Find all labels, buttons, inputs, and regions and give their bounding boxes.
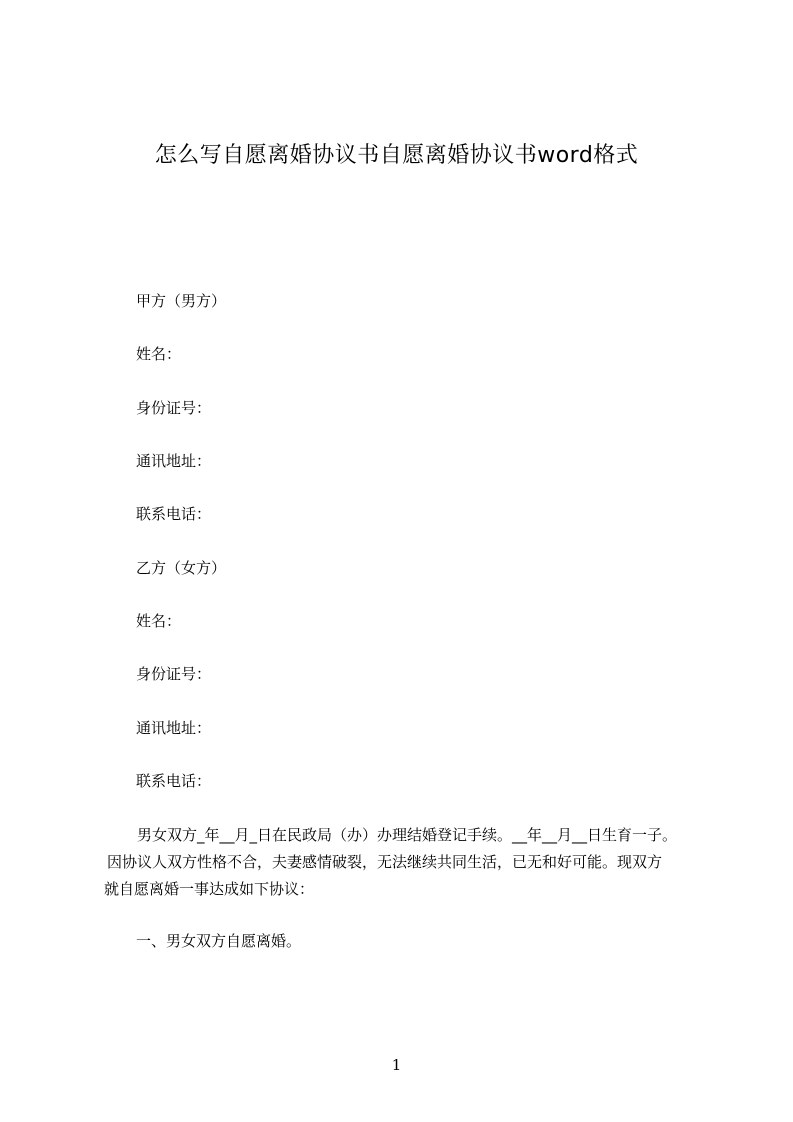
- page-number: 1: [391, 1056, 402, 1074]
- party-b-address-label: 通讯地址：: [136, 719, 212, 737]
- party-a-id-label: 身份证号：: [136, 399, 212, 417]
- party-a-phone-label: 联系电话：: [136, 505, 212, 523]
- party-a-heading: 甲方（男方）: [136, 292, 227, 310]
- party-a-name-label: 姓名：: [136, 345, 182, 363]
- preamble-paragraph: [104, 822, 724, 903]
- clause-1: 一、男女双方自愿离婚。: [136, 932, 302, 950]
- preamble-line-1: 男女双方_年__月_日在民政局（办）办理结婚登记手续。__年__月__日生育一子。: [137, 826, 678, 844]
- preamble-line-3: 就自愿离婚一事达成如下协议：: [104, 880, 315, 898]
- document-title: 怎么写自愿离婚协议书自愿离婚协议书word格式: [154, 143, 639, 168]
- party-b-name-label: 姓名：: [136, 612, 182, 630]
- party-b-heading: 乙方（女方）: [136, 559, 227, 577]
- preamble-line-2: 因协议人双方性格不合，夫妻感情破裂，无法继续共同生活，已无和好可能。现双方: [107, 853, 663, 871]
- party-b-id-label: 身份证号：: [136, 665, 212, 683]
- party-b-phone-label: 联系电话：: [136, 772, 212, 790]
- party-a-address-label: 通讯地址：: [136, 452, 212, 470]
